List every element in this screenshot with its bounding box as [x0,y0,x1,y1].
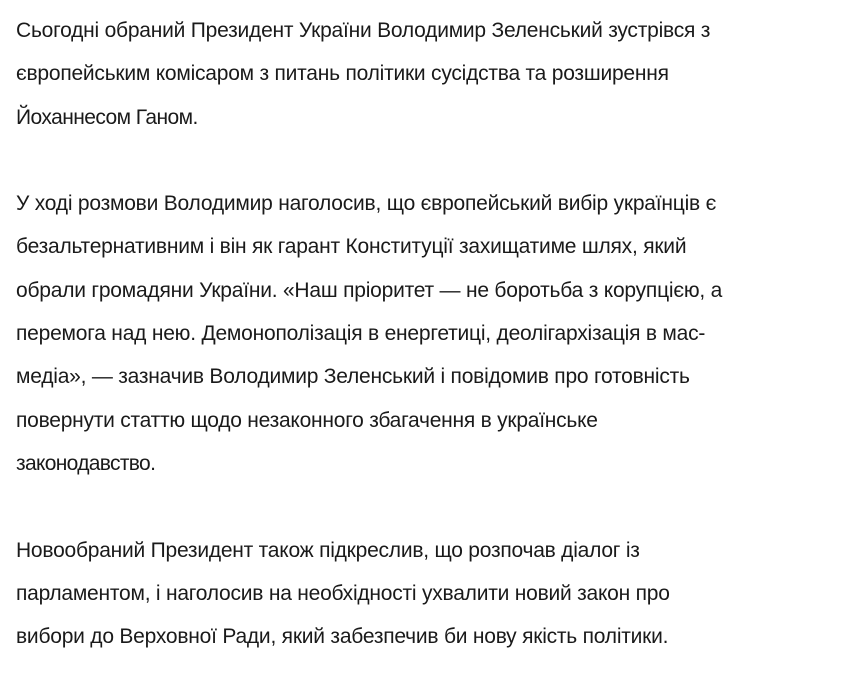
text-line: законодавство. [16,451,156,475]
text-line: медіа», — зазначив Володимир Зеленський і повідомив про готовність [16,365,690,389]
text-line: вибори до Верховної Ради, який забезпечив би нову якість політики. [16,625,669,649]
article-body [16,9,856,658]
text-line: перемога над нею. Демонополізація в енергетиці, деолігархізація в мас- [16,322,706,346]
text-line: У ході розмови Володимир наголосив, що європейський вибір українців є [16,192,717,216]
text-line: обрали громадяни України. «Наш пріоритет — не боротьба з корупцією, а [16,278,723,302]
text-line: безальтернативним і він як гарант Конституції захищатиме шлях, який [16,235,687,259]
text-line: Новообраний Президент також підкреслив, що розпочав діалог із [16,538,640,562]
paragraph-1 [16,9,856,139]
paragraph-3 [16,529,856,659]
text-line: парламентом, і наголосив на необхідності ухвалити новий закон про [16,581,670,605]
text-line: Йоханнесом Ганом. [16,105,198,129]
paragraph-spacer [16,485,856,528]
text-line: повернути статтю щодо незаконного збагачення в українське [16,408,598,432]
text-line: європейським комісаром з питань політики сусідства та розширення [16,62,669,86]
paragraph-spacer [16,139,856,182]
text-line: Сьогодні обраний Президент України Володимир Зеленський зустрівся з [16,19,711,42]
paragraph-2 [16,182,856,485]
